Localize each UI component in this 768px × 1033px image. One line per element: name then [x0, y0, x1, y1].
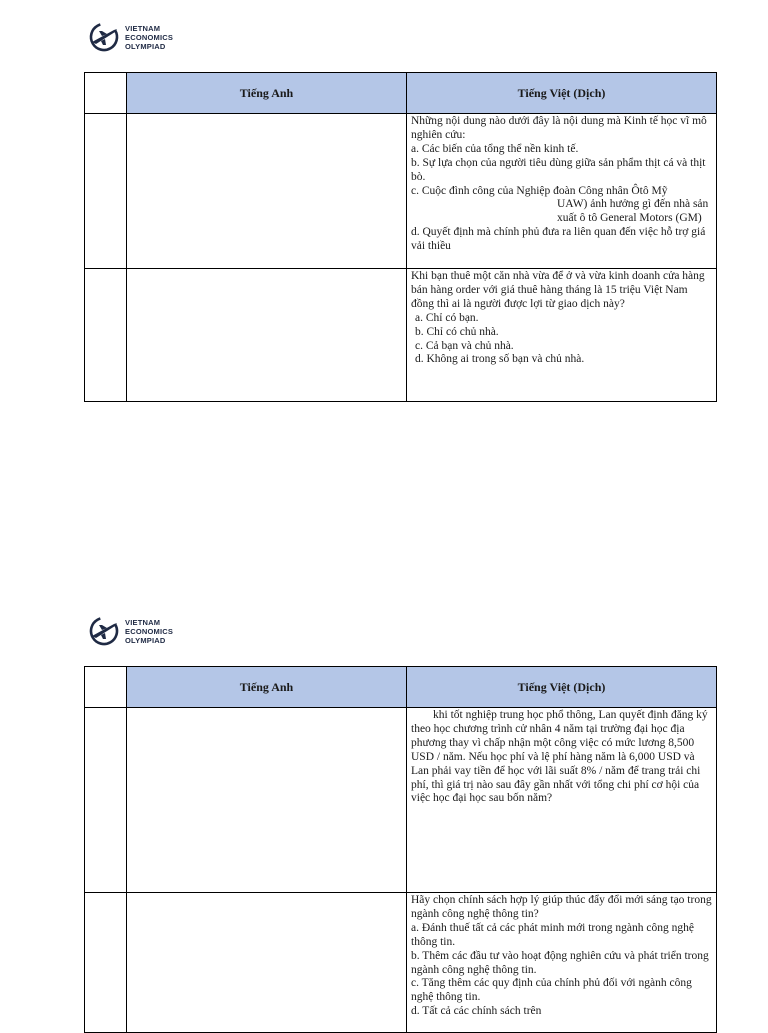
question-text: khi tốt nghiệp trung học phổ thông, Lan quyết định đăng ký theo học chương trình cử nhân 4 năm tại trường đại học địa phương thay vì chấp nhận một công việc có mức lương 8,500 USD / năm. Nếu học phí và lệ phí hàng năm là 6,000 USD và Lan phải vay tiền để học với lãi suất 8% / năm để trang trải chi phí, thì giá trị nào sau đây gần nhất với tổng chi phí cơ hội của việc học đại học sau bốn năm? [411, 709, 708, 805]
logo-text: VIETNAM ECONOMICS OLYMPIAD [125, 617, 174, 645]
header-english: Tiếng Anh [127, 73, 407, 114]
row-number-cell [85, 708, 127, 893]
table-header-row [85, 667, 717, 708]
vietnamese-cell [407, 708, 717, 893]
question-text: Khi bạn thuê một căn nhà vừa để ở và vừa kinh doanh cửa hàng bán hàng order với giá thuê hàng tháng là 15 triệu Việt Nam đồng thì ai là người được lợi từ giao dịch này? [411, 270, 705, 310]
header-vietnamese: Tiếng Việt (Dịch) [407, 73, 717, 114]
option-c: c. Cả bạn và chủ nhà. [415, 339, 514, 352]
english-cell [127, 269, 407, 402]
table-row [85, 269, 717, 402]
plane-globe-icon [88, 614, 122, 648]
logo-top [88, 20, 173, 54]
table-row [85, 708, 717, 893]
question-text: Những nội dung nào dưới đây là nội dung mà Kinh tế học vĩ mô nghiên cứu: [411, 115, 707, 141]
header-vietnamese: Tiếng Việt (Dịch) [407, 667, 717, 708]
option-d: d. Không ai trong số bạn và chủ nhà. [415, 353, 585, 366]
row-number-cell [85, 269, 127, 402]
row-number-cell [85, 893, 127, 1033]
option-d: d. Tất cả các chính sách trên [411, 1005, 542, 1018]
option-b: b. Sự lựa chọn của người tiêu dùng giữa sản phẩm thịt cá và thịt bò. [411, 156, 706, 183]
english-cell [127, 893, 407, 1033]
table-header-row [85, 73, 717, 114]
option-c-continued: UAW) ảnh hưởng gì đến nhà sản xuất ô tô General Motors (GM) [557, 198, 709, 225]
option-d: d. Quyết định mà chính phủ đưa ra liên quan đến việc hỗ trợ giá vải thiều [411, 226, 706, 253]
option-a: a. Chỉ có bạn. [415, 311, 479, 324]
english-cell [127, 708, 407, 893]
logo-bottom [88, 614, 173, 648]
table-row [85, 893, 717, 1033]
header-english: Tiếng Anh [127, 667, 407, 708]
vietnamese-cell [407, 893, 717, 1033]
option-a: a. Các biến của tổng thể nền kinh tế. [411, 142, 579, 155]
vietnamese-cell [407, 269, 717, 402]
row-number-cell [85, 114, 127, 269]
translation-table-2 [84, 666, 717, 1033]
header-blank-cell [85, 667, 127, 708]
translation-table-1 [84, 72, 717, 402]
option-c: c. Cuộc đình công của Nghiệp đoàn Công nhân Ôtô Mỹ [411, 184, 668, 197]
table-row [85, 114, 717, 269]
option-c: c. Tăng thêm các quy định của chính phủ đối với ngành công nghệ thông tin. [411, 977, 692, 1004]
english-cell [127, 114, 407, 269]
vietnamese-cell [407, 114, 717, 269]
option-b: b. Thêm các đầu tư vào hoạt động nghiên cứu và phát triển trong ngành công nghệ thông tin. [411, 949, 709, 976]
question-text: Hãy chọn chính sách hợp lý giúp thúc đẩy đổi mới sáng tạo trong ngành công nghệ thông tin? [411, 894, 712, 920]
option-b: b. Chỉ có chủ nhà. [415, 325, 499, 338]
plane-globe-icon [88, 20, 122, 54]
header-blank-cell [85, 73, 127, 114]
logo-text: VIETNAM ECONOMICS OLYMPIAD [125, 23, 174, 51]
option-a: a. Đánh thuế tất cả các phát minh mới trong ngành công nghệ thông tin. [411, 921, 694, 948]
